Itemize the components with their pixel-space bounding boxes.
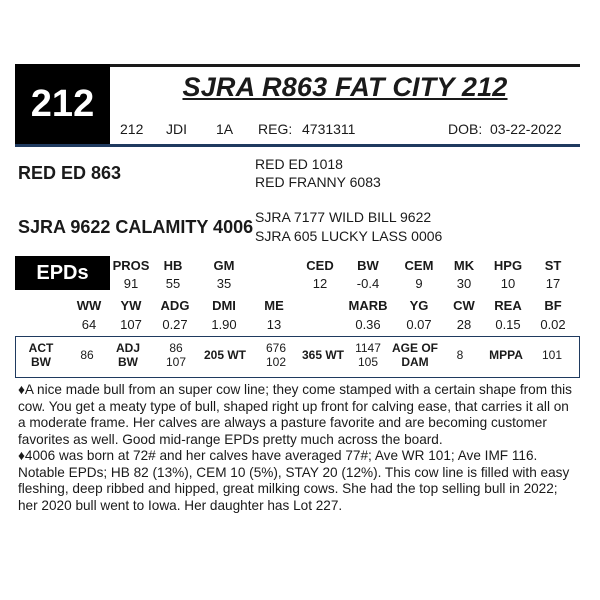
epd-value-adg: 0.27 [162,317,188,332]
epd-value-hb: 55 [165,276,181,291]
wt365-value-1: 1147 [355,341,381,355]
wt205-label: 205 WT [203,348,246,362]
act-bw-label-1: ACT [28,341,54,355]
epd-value-bw: -0.4 [356,276,380,291]
herd-prefix: JDI [166,121,187,137]
epd-value-ww: 64 [81,317,97,332]
wt365-label: 365 WT [301,348,344,362]
epd-header-ced: CED [306,258,334,273]
mppa-value: 101 [541,348,563,362]
wt365-value-2: 105 [357,355,379,369]
epd-value-bf: 0.02 [540,317,566,332]
adj-bw-label-2: BW [118,355,138,369]
epd-header-adg: ADG [160,298,190,313]
age-of-dam-label-1: AGE OF [391,341,438,355]
dam-sire: SJRA 7177 WILD BILL 9622 [255,209,432,225]
dam-dam: SJRA 605 LUCKY LASS 0006 [255,228,443,244]
epd-value-mk: 30 [456,276,472,291]
mppa-label: MPPA [489,348,523,362]
epd-value-marb: 0.36 [355,317,381,332]
age-of-dam-value: 8 [456,348,464,362]
epd-header-marb: MARB [348,298,388,313]
adj-bw-value-2: 107 [165,355,187,369]
dob: 03-22-2022 [490,121,562,137]
epd-header-cem: CEM [404,258,434,273]
animal-name: SJRA R863 FAT CITY 212 [182,72,508,102]
epd-header-me: ME [264,298,284,313]
epds-label: EPDs [15,256,110,290]
epd-value-yw: 107 [120,317,142,332]
epd-value-gm: 35 [216,276,232,291]
act-bw-value: 86 [80,348,94,362]
epd-value-cw: 28 [456,317,472,332]
epd-header-dmi: DMI [212,298,236,313]
epd-value-me: 13 [266,317,282,332]
epd-header-rea: REA [494,298,522,313]
epd-value-st: 17 [545,276,561,291]
wt205-value-1: 676 [265,341,287,355]
dam-name: SJRA 9622 CALAMITY 4006 [18,217,254,237]
sire-name: RED ED 863 [18,163,122,183]
description-paragraph-dam: ♦4006 was born at 72# and her calves have averaged 77#; Ave WR 101; Ave IMF 116. Notable EPDs; HB 82 (13%), CEM 10 (5%), STAY 20 (12%). This cow line is filled with easy fleshing, deep ribbed and hipped, great milking cows. She had the top selling bull in 2022; her 2020 bull went to Iowa. Her daughter has Lot 227. [18,448,570,513]
dob-label: DOB: [448,121,483,137]
epd-header-bf: BF [544,298,562,313]
epd-header-ww: WW [76,298,102,313]
epd-header-hb: HB [163,258,183,273]
top-rule [110,64,580,67]
epd-header-st: ST [544,258,562,273]
epd-value-ced: 12 [312,276,328,291]
epd-header-mk: MK [453,258,475,273]
epd-header-pros: PROS [112,258,150,273]
epd-value-yg: 0.07 [406,317,432,332]
epd-header-hpg: HPG [493,258,523,273]
epd-header-yw: YW [120,298,142,313]
epd-value-cem: 9 [415,276,423,291]
epd-header-cw: CW [453,298,475,313]
reg-number: 4731311 [302,121,356,137]
lot-number: 212 [15,64,110,144]
tattoo: 212 [120,121,144,137]
epd-header-yg: YG [409,298,429,313]
act-bw-label-2: BW [31,355,51,369]
epd-value-pros: 91 [123,276,139,291]
lot-description [18,382,580,514]
reg-label: REG: [258,121,293,137]
age-of-dam-label-2: DAM [401,355,429,369]
sire-dam: RED FRANNY 6083 [255,174,381,190]
epd-value-hpg: 10 [500,276,516,291]
epd-header-gm: GM [213,258,235,273]
section-rule [15,144,580,147]
epd-header-bw: BW [357,258,379,273]
adj-bw-label-1: ADJ [115,341,140,355]
description-paragraph-bull: ♦A nice made bull from an super cow line; they come stamped with a certain shape from this cow. You get a meaty type of bull, shaped right up front for calving ease, that carries it all on a moderate frame. Her calves are always a pasture favorite and are becoming customer favorites as well. Good mid-range EPDs pretty much across the board. [18,382,572,447]
epd-value-dmi: 1.90 [211,317,237,332]
code: 1A [216,121,234,137]
wt205-value-2: 102 [265,355,287,369]
sire-sire: RED ED 1018 [255,156,343,172]
adj-bw-value-1: 86 [169,341,183,355]
epd-value-rea: 0.15 [495,317,521,332]
